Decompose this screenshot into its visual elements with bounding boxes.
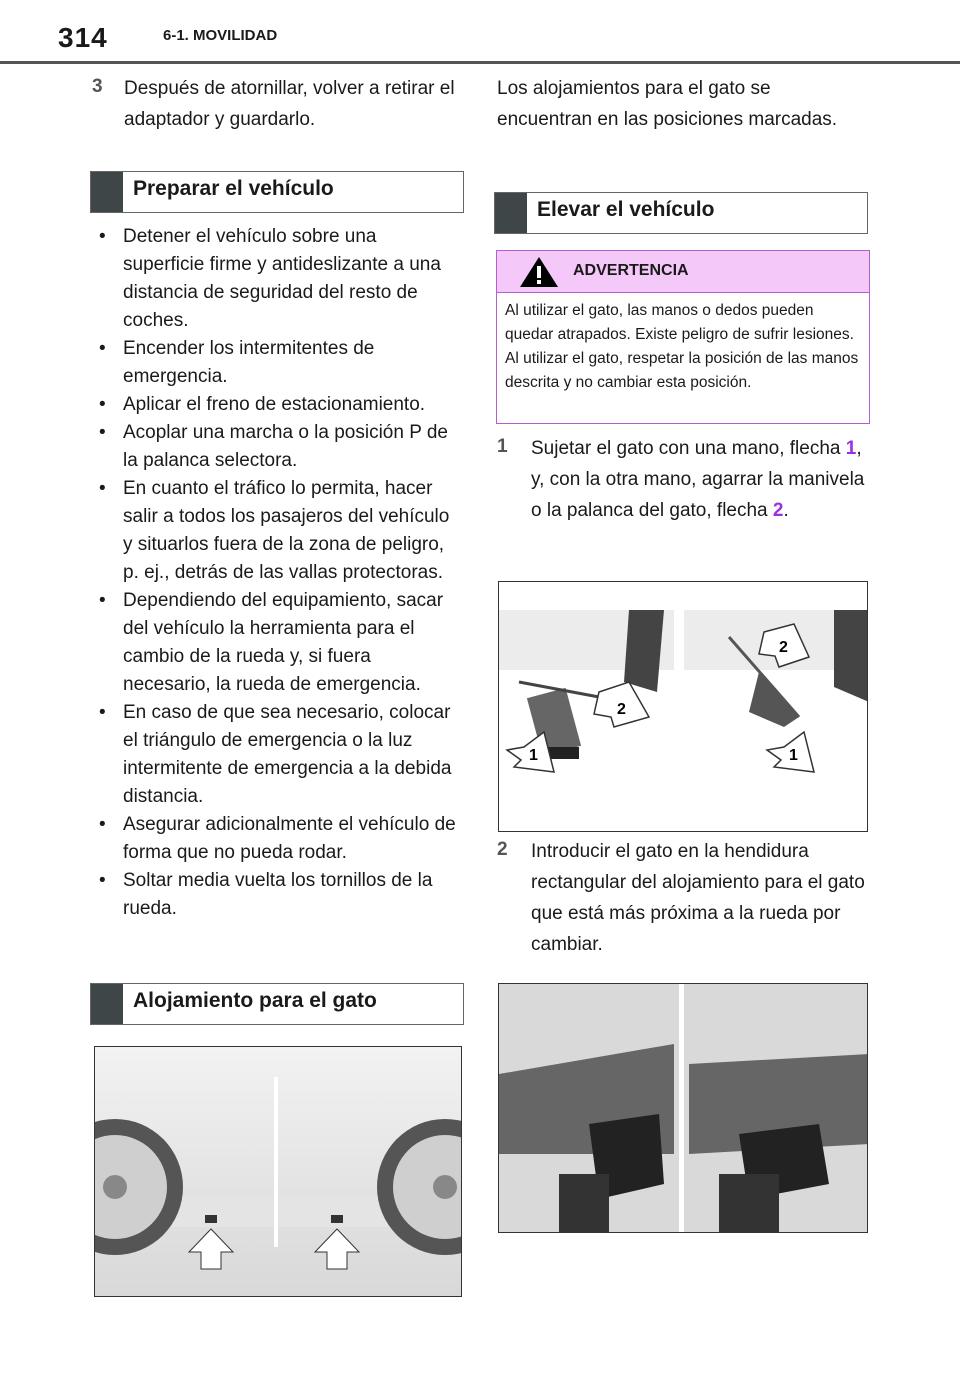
intro-text: Los alojamientos para el gato se encuentran en las posiciones marcadas. <box>497 78 838 130</box>
section-heading-elevar <box>494 192 868 234</box>
step-3 <box>92 73 457 135</box>
preparation-list <box>92 223 462 923</box>
list-item: • Acoplar una marcha o la posición P de la palanca selectora. <box>92 419 462 475</box>
step-text <box>531 433 867 526</box>
step-number: 3 <box>92 76 103 97</box>
warning-header <box>497 251 869 293</box>
heading-bar <box>91 984 123 1024</box>
list-item: • Soltar media vuelta los tornillos de la rueda. <box>92 867 462 923</box>
figure-arrow-label: 1 <box>529 747 538 764</box>
heading-bar <box>495 193 527 233</box>
figure-arrow-label: 1 <box>789 747 798 764</box>
step-text-part: Sujetar el gato con una mano, flecha <box>531 438 846 459</box>
section-heading-preparar <box>90 171 464 213</box>
step-number: 1 <box>497 436 508 457</box>
arrow-ref-2: 2 <box>772 500 784 521</box>
jack-insertion-figure <box>498 983 868 1233</box>
list-item: • Detener el vehículo sobre una superficie firme y antideslizante a una distancia de seguridad del resto de coches. <box>92 223 462 335</box>
jack-handling-figure <box>498 581 868 832</box>
warning-text: Al utilizar el gato, las manos o dedos pueden quedar atrapados. Existe peligro de sufrir lesiones. Al utilizar el gato, respetar la posición de las manos descrita y no cambiar esta posición. <box>505 302 859 391</box>
heading-text: Alojamiento para el gato <box>133 989 377 1012</box>
list-item: • Asegurar adicionalmente el vehículo de forma que no pueda rodar. <box>92 811 462 867</box>
step-1 <box>497 433 867 526</box>
list-item: • Dependiendo del equipamiento, sacar del vehículo la herramienta para el cambio de la rueda y, si fuera necesario, la rueda de emergencia. <box>92 587 462 699</box>
heading-text: Elevar el vehículo <box>537 198 715 221</box>
list-item: • Encender los intermitentes de emergencia. <box>92 335 462 391</box>
warning-box <box>496 250 870 424</box>
figure-arrow-label: 2 <box>617 701 626 718</box>
page-number: 314 <box>58 22 108 53</box>
step-text: Introducir el gato en la hendidura rectangular del alojamiento para el gato que está más próxima a la rueda por cambiar. <box>531 841 865 955</box>
warning-title: ADVERTENCIA <box>573 262 689 279</box>
step-text-part: , y, con la otra mano, agarrar la manivela o la palanca del gato, flecha <box>531 438 865 521</box>
list-item: • Aplicar el freno de estacionamiento. <box>92 391 462 419</box>
step-2 <box>497 836 867 960</box>
arrow-ref-1: 1 <box>845 438 857 459</box>
step-number: 2 <box>497 839 508 860</box>
list-item: • En caso de que sea necesario, colocar el triángulo de emergencia o la luz intermitente de emergencia a la debida distancia. <box>92 699 462 811</box>
heading-bar <box>91 172 123 212</box>
heading-text: Preparar el vehículo <box>133 177 334 200</box>
warning-triangle-icon <box>519 256 559 288</box>
jack-points-figure <box>94 1046 462 1297</box>
header-divider <box>0 61 960 64</box>
section-heading-alojamiento <box>90 983 464 1025</box>
figure-arrow-label: 2 <box>779 639 788 656</box>
list-item: • En cuanto el tráfico lo permita, hacer salir a todos los pasajeros del vehículo y situarlos fuera de la zona de peligro, p. ej., detrás de las vallas protectoras. <box>92 475 462 587</box>
step-text-part: . <box>783 500 789 521</box>
chapter-title: 6-1. MOVILIDAD <box>163 27 278 44</box>
step-text: Después de atornillar, volver a retirar el adaptador y guardarlo. <box>124 78 455 130</box>
